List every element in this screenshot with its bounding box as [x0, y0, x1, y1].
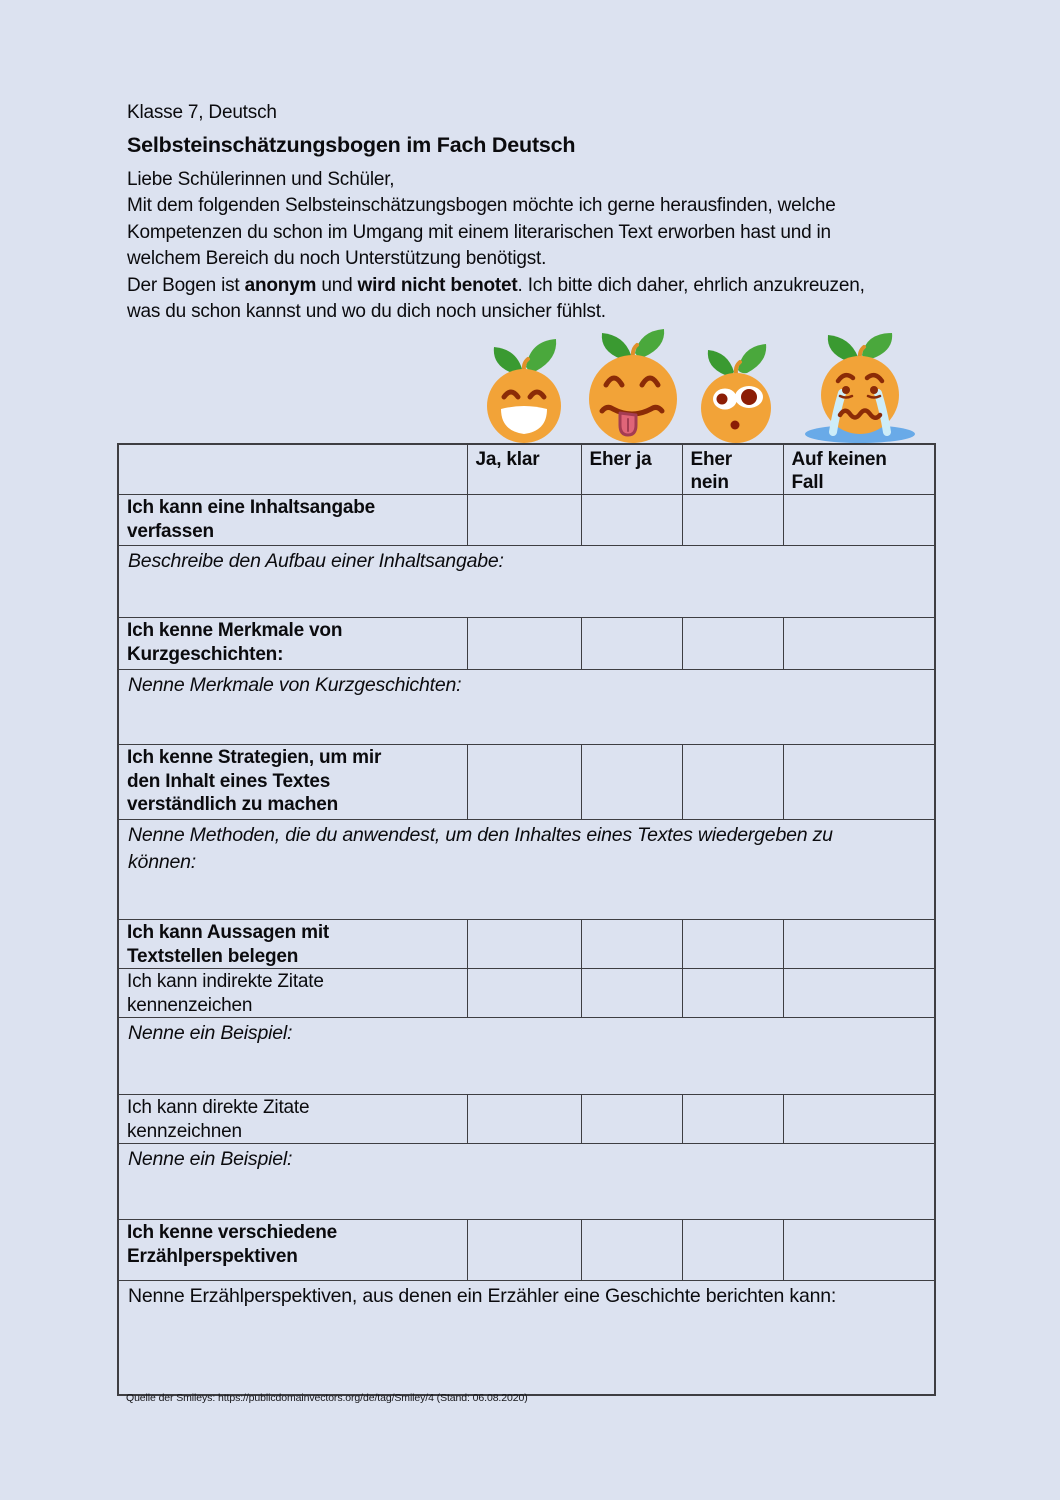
intro-line: welchem Bereich du noch Unterstützung benötigst.: [127, 248, 547, 269]
prompt-cell: Beschreibe den Aufbau einer Inhaltsangabe:: [118, 546, 935, 618]
prompt-cell: Nenne ein Beispiel:: [118, 1018, 935, 1095]
table-row: [118, 670, 935, 745]
answer-cell: [581, 745, 682, 820]
intro-paragraph: [127, 167, 927, 326]
prompt-cell: Nenne Erzählperspektiven, aus denen ein Erzähler eine Geschichte berichten kann:: [118, 1281, 935, 1395]
prompt-cell: Nenne Merkmale von Kurzgeschichten:: [118, 670, 935, 745]
answer-cell: [467, 495, 581, 546]
answer-cell: [467, 969, 581, 1018]
header-cell-empty: [118, 444, 467, 495]
answer-cell: [581, 1220, 682, 1281]
header-cell: Auf keinen Fall: [783, 444, 935, 495]
prompt-cell: Nenne ein Beispiel:: [118, 1144, 935, 1220]
answer-cell: [783, 920, 935, 969]
class-line: Klasse 7, Deutsch: [127, 102, 277, 123]
answer-cell: [682, 745, 783, 820]
answer-cell: [783, 1095, 935, 1144]
prompt-cell: Nenne Methoden, die du anwendest, um den Inhaltes eines Textes wiedergeben zu können:: [118, 820, 935, 920]
answer-cell: [783, 1220, 935, 1281]
page-title: Selbsteinschätzungsbogen im Fach Deutsch: [127, 132, 576, 157]
intro-line: Kompetenzen du schon im Umgang mit einem literarischen Text erworben hast und in: [127, 221, 831, 243]
answer-cell: [467, 1095, 581, 1144]
answer-cell: [783, 618, 935, 670]
question-cell: Ich kenne Strategien, um mir den Inhalt eines Textes verständlich zu machen: [118, 745, 467, 820]
answer-cell: [783, 745, 935, 820]
answer-cell: [682, 920, 783, 969]
intro-line: Liebe Schülerinnen und Schüler,: [127, 168, 395, 190]
intro-line: Mit dem folgenden Selbsteinschätzungsbogen möchte ich gerne herausfinden, welche: [127, 195, 836, 216]
self-assessment-table: [117, 443, 936, 1396]
table-row: [118, 1144, 935, 1220]
answer-cell: [682, 969, 783, 1018]
answer-cell: [581, 618, 682, 670]
table-row: [118, 920, 935, 969]
table-row: [118, 969, 935, 1018]
answer-cell: [682, 618, 783, 670]
answer-cell: [682, 1220, 783, 1281]
answer-cell: [682, 1095, 783, 1144]
answer-cell: [783, 495, 935, 546]
answer-cell: [682, 495, 783, 546]
answer-cell: [581, 1095, 682, 1144]
smiley-skeptical-icon: [686, 340, 790, 443]
header-cell: Eher ja: [581, 444, 682, 495]
answer-cell: [467, 745, 581, 820]
question-cell: Ich kann indirekte Zitate kennenzeichen: [118, 969, 467, 1018]
answer-cell: [467, 1220, 581, 1281]
question-cell: Ich kann Aussagen mit Textstellen belegen: [118, 920, 467, 969]
question-cell: Ich kann direkte Zitate kennzeichnen: [118, 1095, 467, 1144]
answer-cell: [581, 920, 682, 969]
table-row: [118, 1281, 935, 1395]
answer-cell: [581, 969, 682, 1018]
table-row: [118, 546, 935, 618]
answer-cell: [783, 969, 935, 1018]
question-cell: Ich kenne Merkmale von Kurzgeschichten:: [118, 618, 467, 670]
smiley-laughing-icon: [470, 337, 582, 443]
intro-line: Der Bogen ist anonym und wird nicht benotet. Ich bitte dich daher, ehrlich anzukreuzen,: [127, 274, 865, 296]
table-row: [118, 1095, 935, 1144]
answer-cell: [467, 618, 581, 670]
answer-cell: [581, 495, 682, 546]
table-row: [118, 1220, 935, 1281]
table-row: [118, 820, 935, 920]
question-cell: Ich kenne verschiedene Erzählperspektiven: [118, 1220, 467, 1281]
source-note: Quelle der Smileys: https://publicdomainvectors.org/de/tag/Smiley/4 (Stand: 06.08.2020): [126, 1392, 528, 1404]
smiley-crying-icon: [798, 333, 922, 443]
intro-block: [127, 100, 927, 326]
intro-line: was du schon kannst und wo du dich noch unsicher fühlst.: [127, 301, 606, 322]
table-row: [118, 495, 935, 546]
table-row: [118, 745, 935, 820]
header-cell: Eher nein: [682, 444, 783, 495]
answer-cell: [467, 920, 581, 969]
table-row: [118, 618, 935, 670]
question-cell: Ich kann eine Inhaltsangabe verfassen: [118, 495, 467, 546]
header-cell: Ja, klar: [467, 444, 581, 495]
smiley-tongue-out-icon: [576, 329, 690, 443]
table-row: [118, 1018, 935, 1095]
